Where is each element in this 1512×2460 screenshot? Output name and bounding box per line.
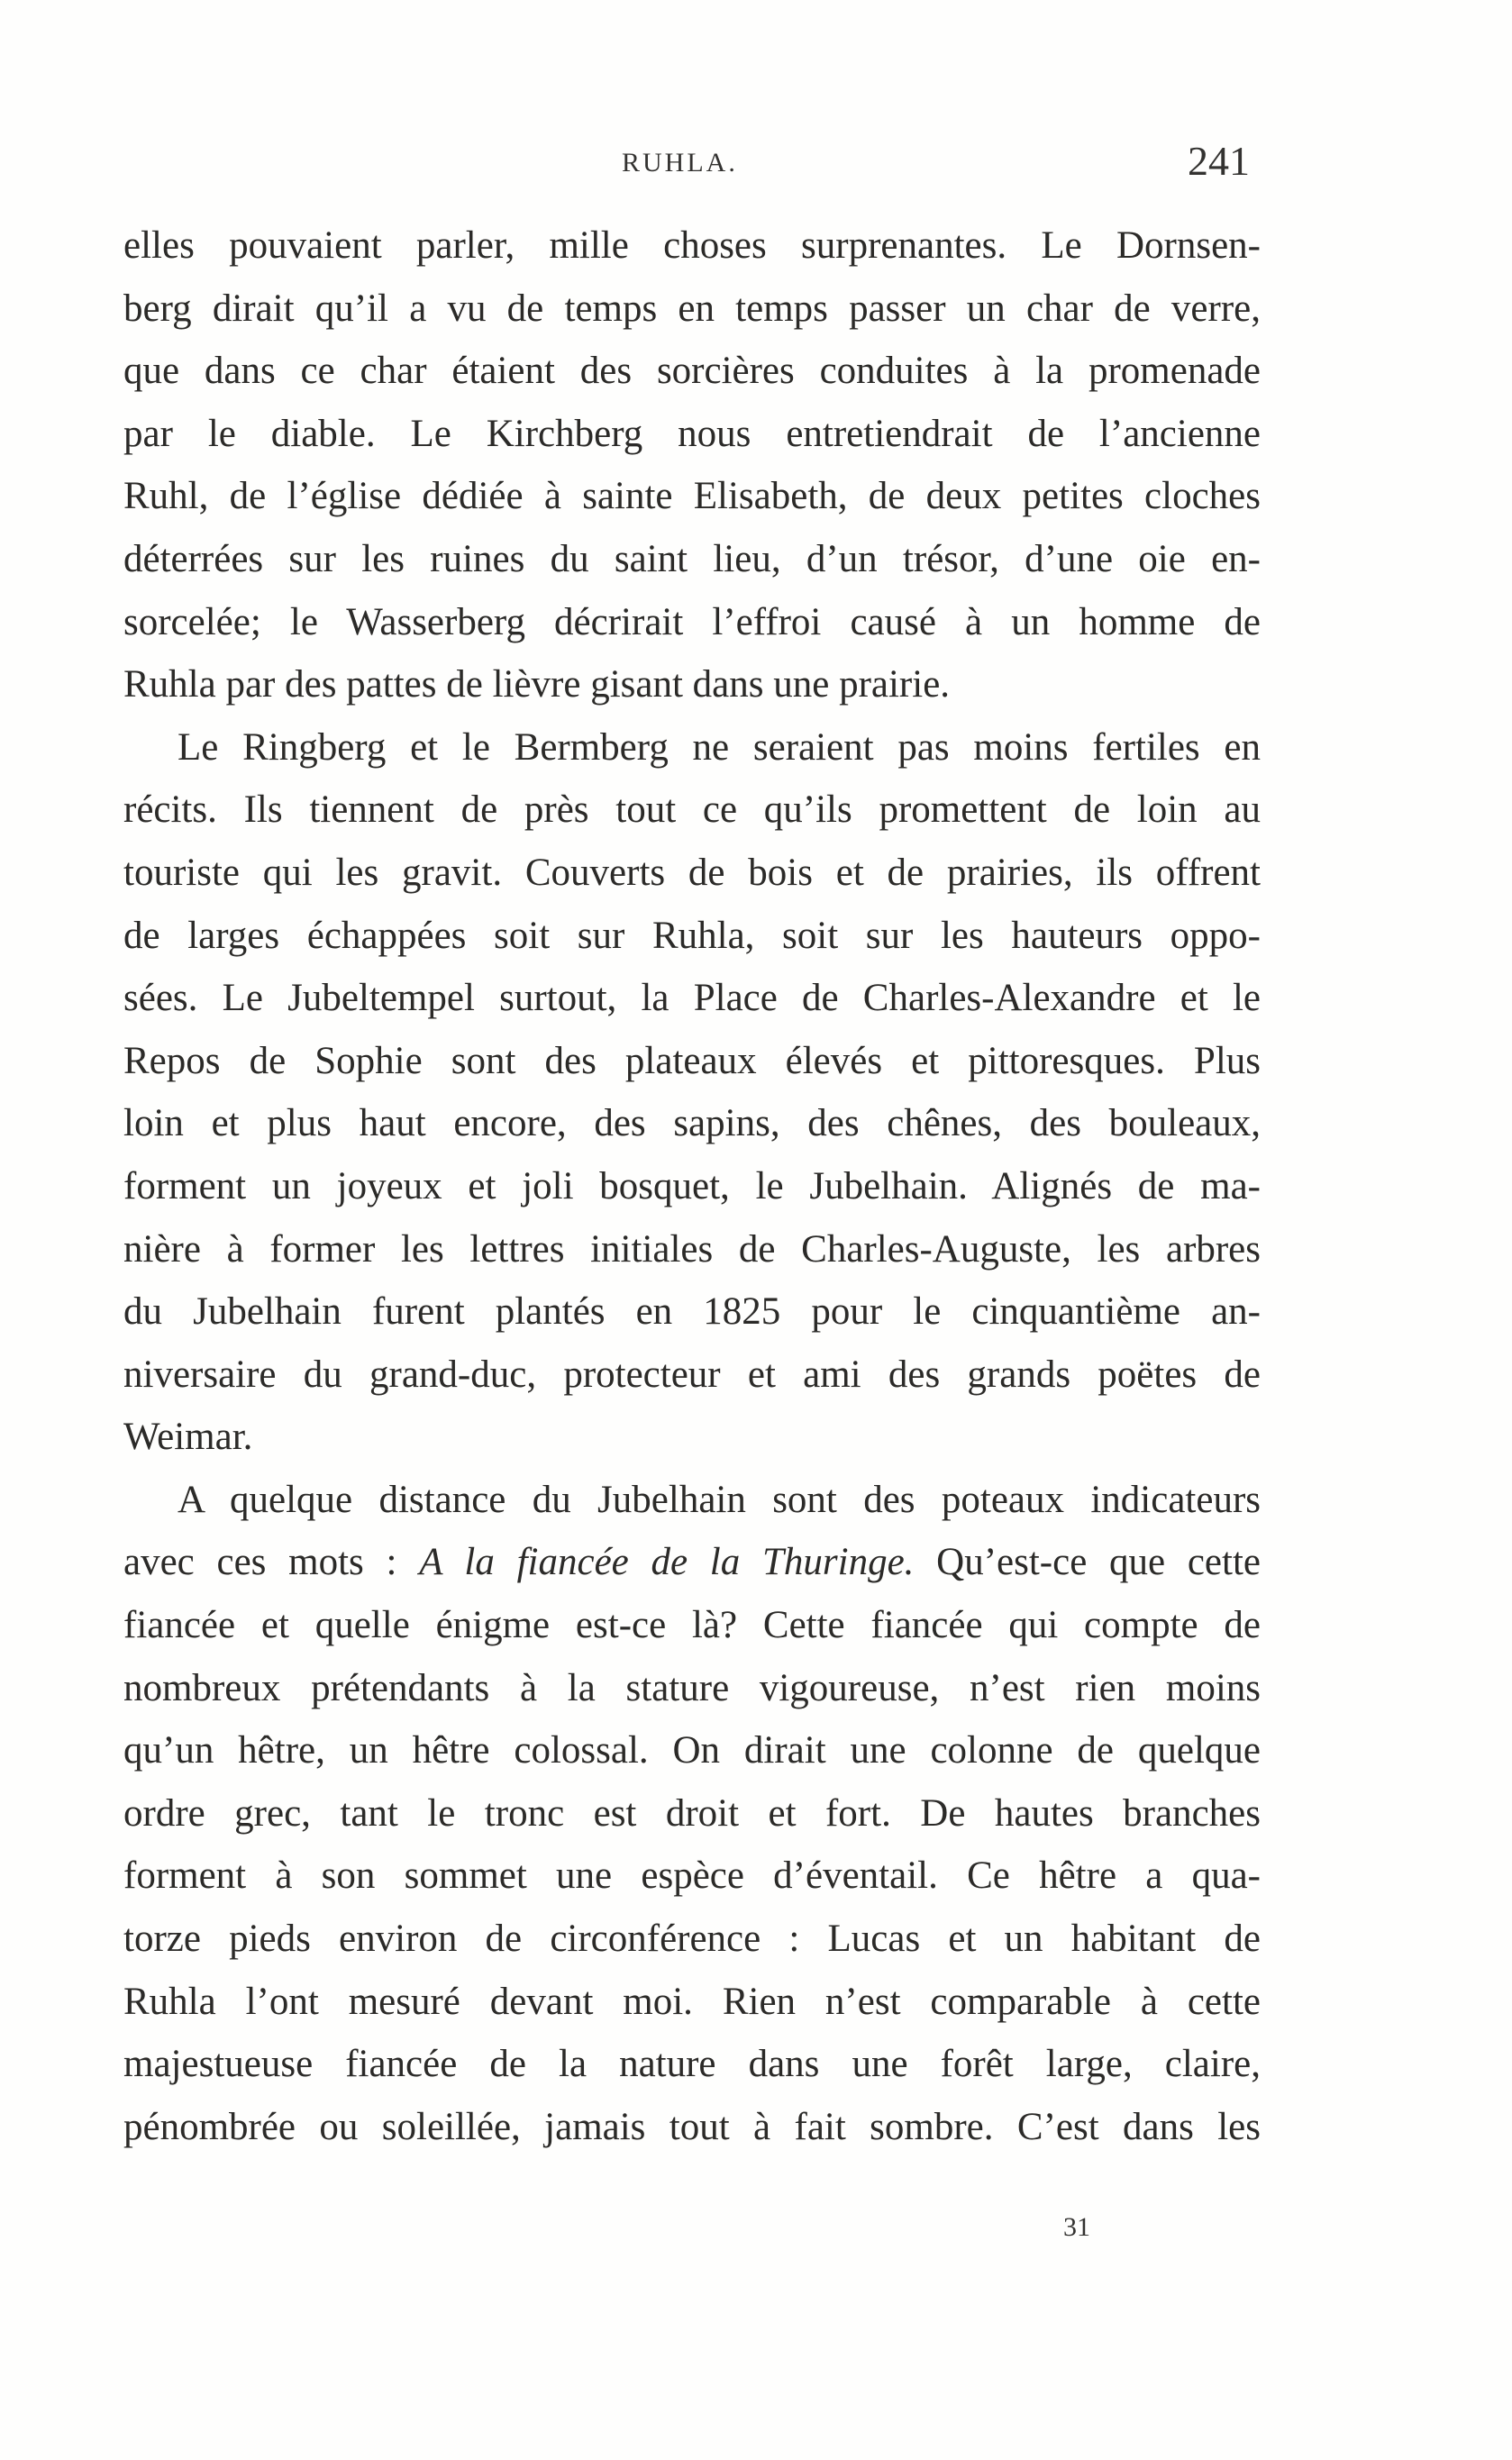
text-line: du Jubelhain furent plantés en 1825 pour le cinquantième an-	[123, 1290, 1261, 1334]
text-line: nière à former les lettres initiales de Charles-Auguste, les arbres	[123, 1227, 1261, 1271]
text-line: sées. Le Jubeltempel surtout, la Place de Charles-Alexandre et le	[123, 977, 1261, 1020]
running-head	[0, 135, 1512, 189]
text-line: nombreux prétendants à la stature vigoureuse, n’est rien moins	[123, 1666, 1261, 1709]
text-line: Weimar.	[123, 1416, 253, 1459]
text-line: A quelque distance du Jubelhain sont des poteaux indicateurs	[178, 1478, 1261, 1521]
text-line: niversaire du grand-duc, protecteur et ami des grands poëtes de	[123, 1353, 1261, 1396]
text-line: sorcelée; le Wasserberg décrirait l’effroi causé à un homme de	[123, 600, 1261, 643]
text-line: par le diable. Le Kirchberg nous entretiendrait de l’ancienne	[123, 412, 1261, 455]
text-line: majestueuse fiancée de la nature dans une forêt large, claire,	[123, 2043, 1261, 2086]
text-line: Ruhl, de l’église dédiée à sainte Elisabeth, de deux petites cloches	[123, 475, 1261, 518]
text-line: Ruhla par des pattes de lièvre gisant dans une prairie.	[123, 663, 951, 706]
text-line: Repos de Sophie sont des plateaux élevés et pittoresques. Plus	[123, 1039, 1261, 1082]
body-text	[123, 214, 1261, 2158]
text-line: berg dirait qu’il a vu de temps en temps passer un char de verre,	[123, 287, 1261, 330]
text-line: Le Ringberg et le Bermberg ne seraient pas moins fertiles en	[178, 725, 1261, 769]
running-title: RUHLA.	[622, 148, 738, 178]
text-line: de larges échappées soit sur Ruhla, soit sur les hauteurs oppo-	[123, 914, 1261, 957]
text-line: déterrées sur les ruines du saint lieu, d’un trésor, d’une oie en-	[123, 537, 1261, 580]
text-line: forment un joyeux et joli bosquet, le Jubelhain. Alignés de ma-	[123, 1164, 1261, 1207]
signature-mark: 31	[1063, 2212, 1090, 2242]
text-line: fiancée et quelle énigme est-ce là? Cette fiancée qui compte de	[123, 1604, 1261, 1647]
text-line: touriste qui les gravit. Couverts de bois et de prairies, ils offrent	[123, 851, 1261, 894]
italic-quote: A la fiancée de la Thuringe.	[419, 1541, 915, 1584]
text-line: loin et plus haut encore, des sapins, des chênes, des bouleaux,	[123, 1102, 1261, 1145]
text-line: forment à son sommet une espèce d’éventail. Ce hêtre a qua-	[123, 1854, 1261, 1898]
text-line: pénombrée ou soleillée, jamais tout à fait sombre. C’est dans les	[123, 2105, 1261, 2148]
text-line: récits. Ils tiennent de près tout ce qu’ils promettent de loin au	[123, 788, 1261, 832]
page-number: 241	[1188, 138, 1250, 184]
text-line: Ruhla l’ont mesuré devant moi. Rien n’est comparable à cette	[123, 1980, 1261, 2023]
text-line: ordre grec, tant le tronc est droit et fort. De hautes branches	[123, 1791, 1261, 1835]
text-line: torze pieds environ de circonférence : Lucas et un habitant de	[123, 1918, 1261, 1961]
text-line-mixed	[123, 1531, 1261, 1594]
text-segment: Qu’est-ce que cette	[936, 1541, 1261, 1584]
text-line: elles pouvaient parler, mille choses surprenantes. Le Dornsen-	[123, 224, 1261, 267]
text-line: que dans ce char étaient des sorcières conduites à la promenade	[123, 350, 1261, 393]
text-line: qu’un hêtre, un hêtre colossal. On dirait une colonne de quelque	[123, 1729, 1261, 1772]
text-segment: avec ces mots :	[123, 1541, 397, 1584]
